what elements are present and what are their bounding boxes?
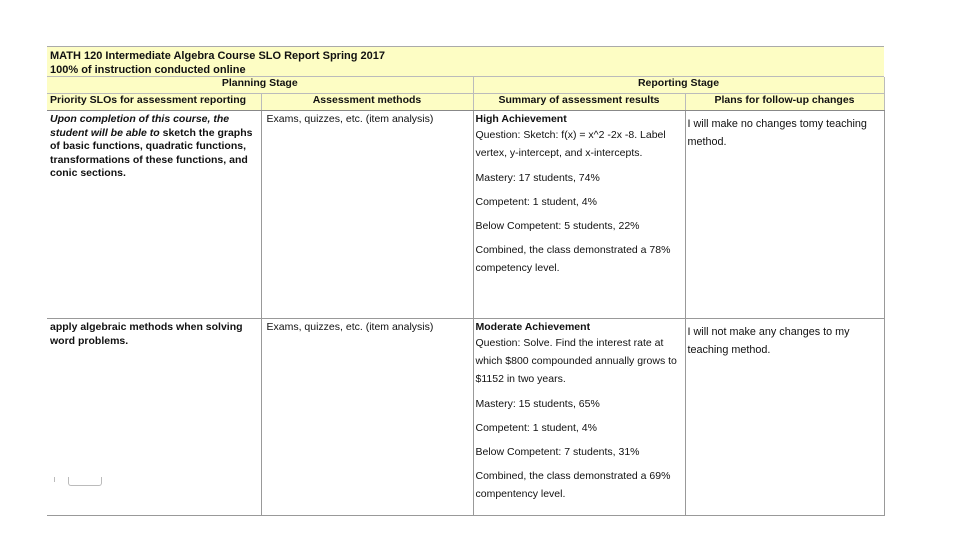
report-title-block: [47, 46, 884, 77]
achievement-level: Moderate Achievement: [475, 321, 591, 333]
assessment-question: Question: Sketch: f(x) = x^2 -2x -8. Label vertex, y-intercept, and x-intercepts.: [475, 129, 666, 159]
table-row: [47, 319, 884, 516]
sheet-tab[interactable]: [68, 477, 102, 486]
combined-result: Combined, the class demonstrated a 69% compentency level.: [475, 470, 671, 500]
methods-cell: Exams, quizzes, etc. (item analysis): [261, 319, 473, 516]
sheet-tab-marker: [50, 477, 55, 482]
column-header-row: [47, 94, 884, 111]
col-header-methods: Assessment methods: [261, 94, 473, 111]
slo-table: [47, 77, 885, 516]
summary-cell: [473, 111, 685, 319]
slo-report-sheet: [47, 46, 884, 516]
methods-cell: Exams, quizzes, etc. (item analysis): [261, 111, 473, 319]
report-title: MATH 120 Intermediate Algebra Course SLO Report Spring 2017: [50, 50, 385, 62]
combined-result: Combined, the class demonstrated a 78% competency level.: [475, 244, 671, 274]
plan-cell: I will make no changes tomy teaching method.: [685, 111, 884, 319]
below-competent-result: Below Competent: 7 students, 31%: [475, 446, 640, 458]
below-competent-result: Below Competent: 5 students, 22%: [475, 220, 640, 232]
slo-cell: [47, 111, 261, 319]
achievement-level: High Achievement: [475, 113, 567, 125]
col-header-slo: Priority SLOs for assessment reporting: [47, 94, 261, 111]
plan-cell: I will not make any changes to my teaching method.: [685, 319, 884, 516]
stage-header-row: [47, 77, 884, 94]
mastery-result: Mastery: 17 students, 74%: [475, 172, 600, 184]
slo-text: apply algebraic methods when solving word problems.: [50, 321, 243, 347]
col-header-plans: Plans for follow-up changes: [685, 94, 884, 111]
competent-result: Competent: 1 student, 4%: [475, 422, 597, 434]
planning-stage-header: Planning Stage: [47, 77, 473, 94]
mastery-result: Mastery: 15 students, 65%: [475, 398, 600, 410]
assessment-question: Question: Solve. Find the interest rate at which $800 compounded annually grows to $1152 in two years.: [475, 337, 677, 385]
competent-result: Competent: 1 student, 4%: [475, 196, 597, 208]
table-row: [47, 111, 884, 319]
summary-cell: [473, 319, 685, 516]
report-subtitle: 100% of instruction conducted online: [50, 64, 246, 76]
slo-intro: Upon completion of this course, the student will be able to: [50, 113, 230, 139]
col-header-summary: Summary of assessment results: [473, 94, 685, 111]
slo-text: sketch the graphs of basic functions, quadratic functions, transformations of these functions, and conic sections.: [50, 126, 253, 179]
reporting-stage-header: Reporting Stage: [473, 77, 884, 94]
